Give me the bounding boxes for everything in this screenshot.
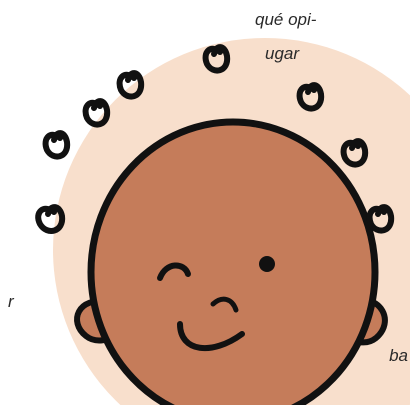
- open-eye: [259, 256, 275, 272]
- head: [91, 122, 375, 405]
- text-fragment-line-4: ba: [389, 346, 408, 365]
- text-fragment-line-1: qué opi-: [255, 10, 317, 29]
- hair-curl-2: [46, 133, 68, 156]
- text-fragment-line-3: r: [8, 292, 14, 311]
- text-fragment-line-2: ugar: [265, 44, 300, 63]
